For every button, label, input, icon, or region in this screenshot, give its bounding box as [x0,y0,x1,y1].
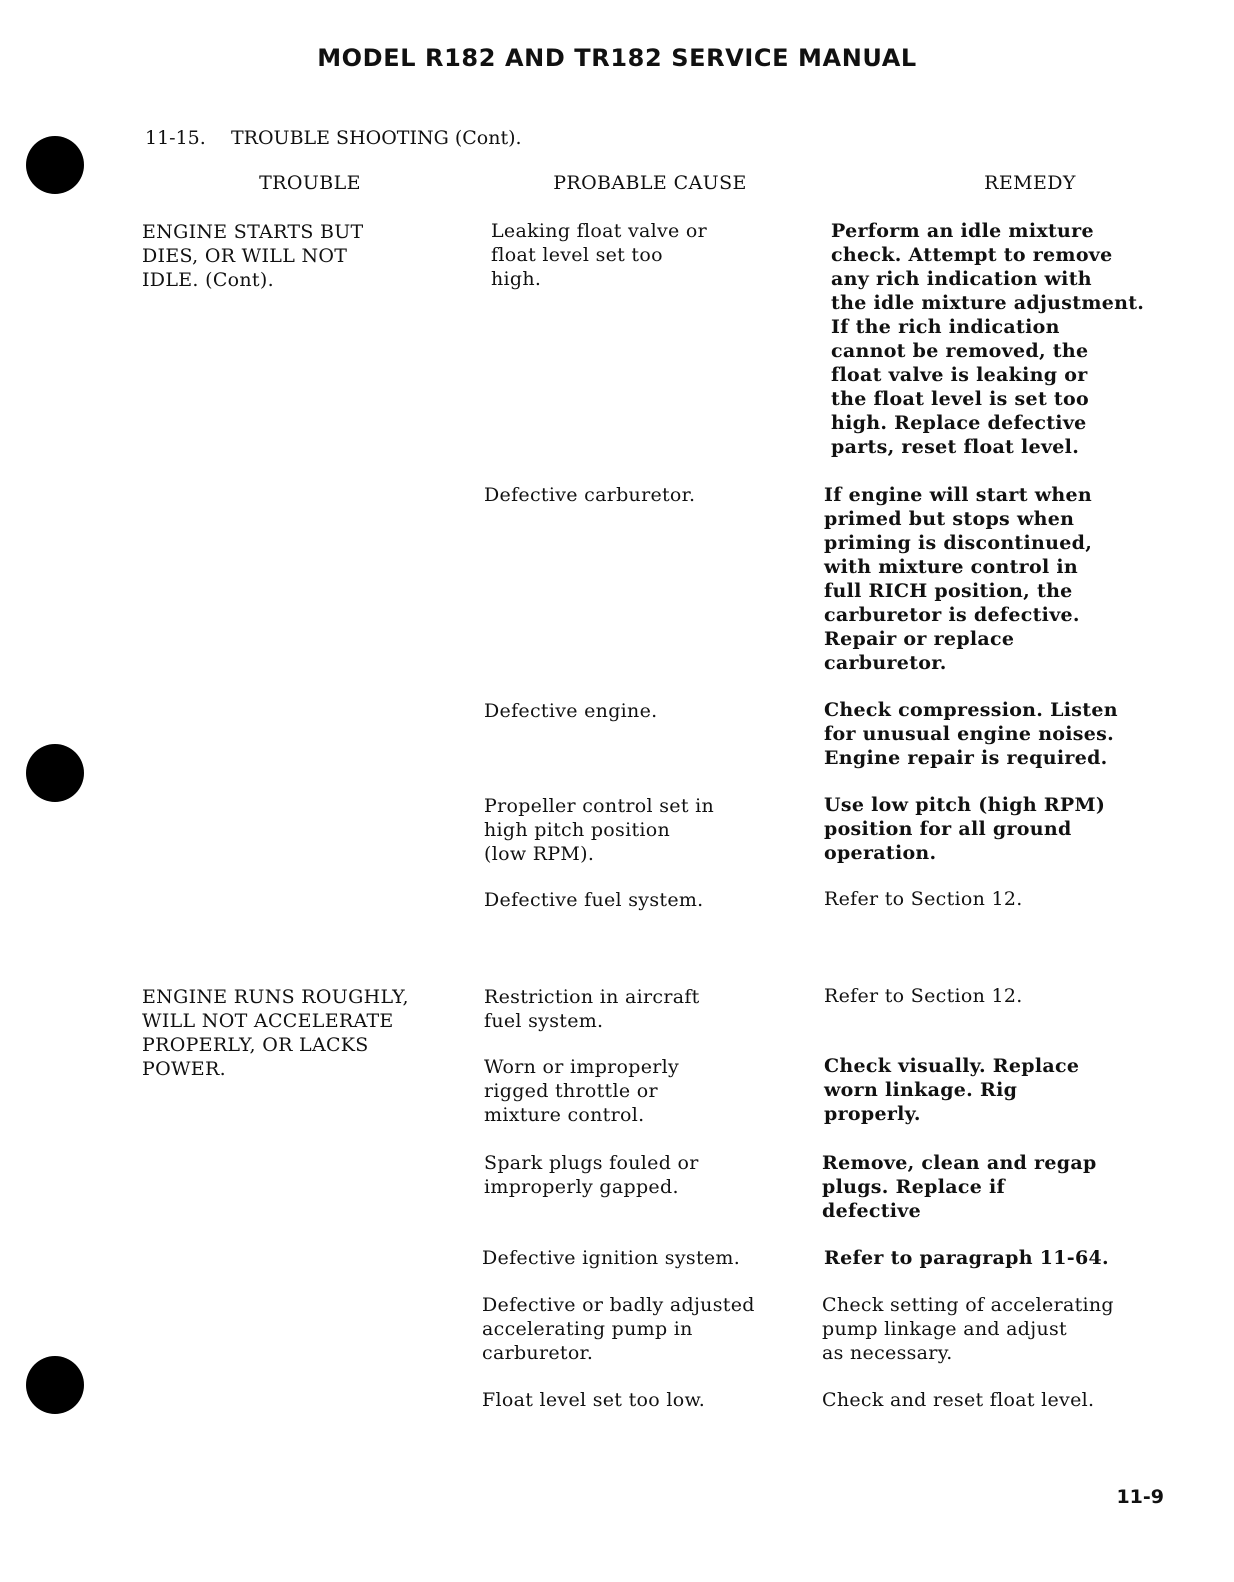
trouble-engine-runs-roughly: ENGINE RUNS ROUGHLY, WILL NOT ACCELERATE PROPERLY, OR LACKS POWER. [142,986,409,1080]
section-title [145,127,522,149]
remedy-refer-paragraph-11-64: Refer to paragraph 11-64. [824,1247,1109,1269]
cause-float-level-low: Float level set too low. [482,1389,706,1411]
trouble-engine-starts-but-dies: ENGINE STARTS BUT DIES, OR WILL NOT IDLE. (Cont). [142,221,364,291]
column-header-trouble: TROUBLE [259,172,361,194]
cause-spark-plugs-fouled: Spark plugs fouled or improperly gapped. [484,1152,699,1198]
column-header-remedy: REMEDY [984,172,1076,194]
remedy-refer-section-12: Refer to Section 12. [824,985,1023,1007]
page-number: 11-9 [1116,1486,1164,1508]
cause-restriction-fuel-system: Restriction in aircraft fuel system. [484,986,700,1032]
cause-leaking-float-valve: Leaking float valve or float level set too high. [491,220,708,290]
cause-propeller-control-high-pitch: Propeller control set in high pitch position (low RPM). [484,795,715,865]
remedy-check-pump-linkage: Check setting of accelerating pump linkage and adjust as necessary. [822,1294,1114,1364]
remedy-carburetor-defective: If engine will start when primed but stops when priming is discontinued, with mixture control in full RICH position, the carburetor is defective. Repair or replace carburetor. [824,484,1093,674]
remedy-refer-section-12: Refer to Section 12. [824,888,1023,910]
column-header-probable-cause: PROBABLE CAUSE [553,172,747,194]
remedy-reset-float-level: Check and reset float level. [822,1389,1095,1411]
remedy-idle-mixture-check: Perform an idle mixture check. Attempt to remove any rich indication with the idle mixture adjustment. If the rich indication cannot be removed, the float valve is leaking or the float level is set too high. Replace defective parts, reset float level. [831,220,1145,458]
binder-hole [26,136,84,194]
section-title-text: TROUBLE SHOOTING (Cont). [231,127,522,149]
remedy-regap-plugs: Remove, clean and regap plugs. Replace if defective [822,1152,1097,1222]
cause-accelerating-pump: Defective or badly adjusted accelerating pump in carburetor. [482,1294,755,1364]
cause-defective-engine: Defective engine. [484,700,658,722]
cause-defective-carburetor: Defective carburetor. [484,484,696,506]
page-header: MODEL R182 AND TR182 SERVICE MANUAL [317,44,917,72]
cause-defective-fuel-system: Defective fuel system. [484,889,704,911]
cause-defective-ignition: Defective ignition system. [482,1247,741,1269]
remedy-check-compression: Check compression. Listen for unusual engine noises. Engine repair is required. [824,699,1118,769]
binder-hole [26,1356,84,1414]
binder-hole [26,744,84,802]
cause-worn-rigged-throttle: Worn or improperly rigged throttle or mixture control. [484,1056,680,1126]
remedy-check-visually: Check visually. Replace worn linkage. Rig properly. [824,1055,1080,1125]
remedy-use-low-pitch: Use low pitch (high RPM) position for all ground operation. [824,794,1106,864]
section-number: 11-15. [145,127,206,149]
